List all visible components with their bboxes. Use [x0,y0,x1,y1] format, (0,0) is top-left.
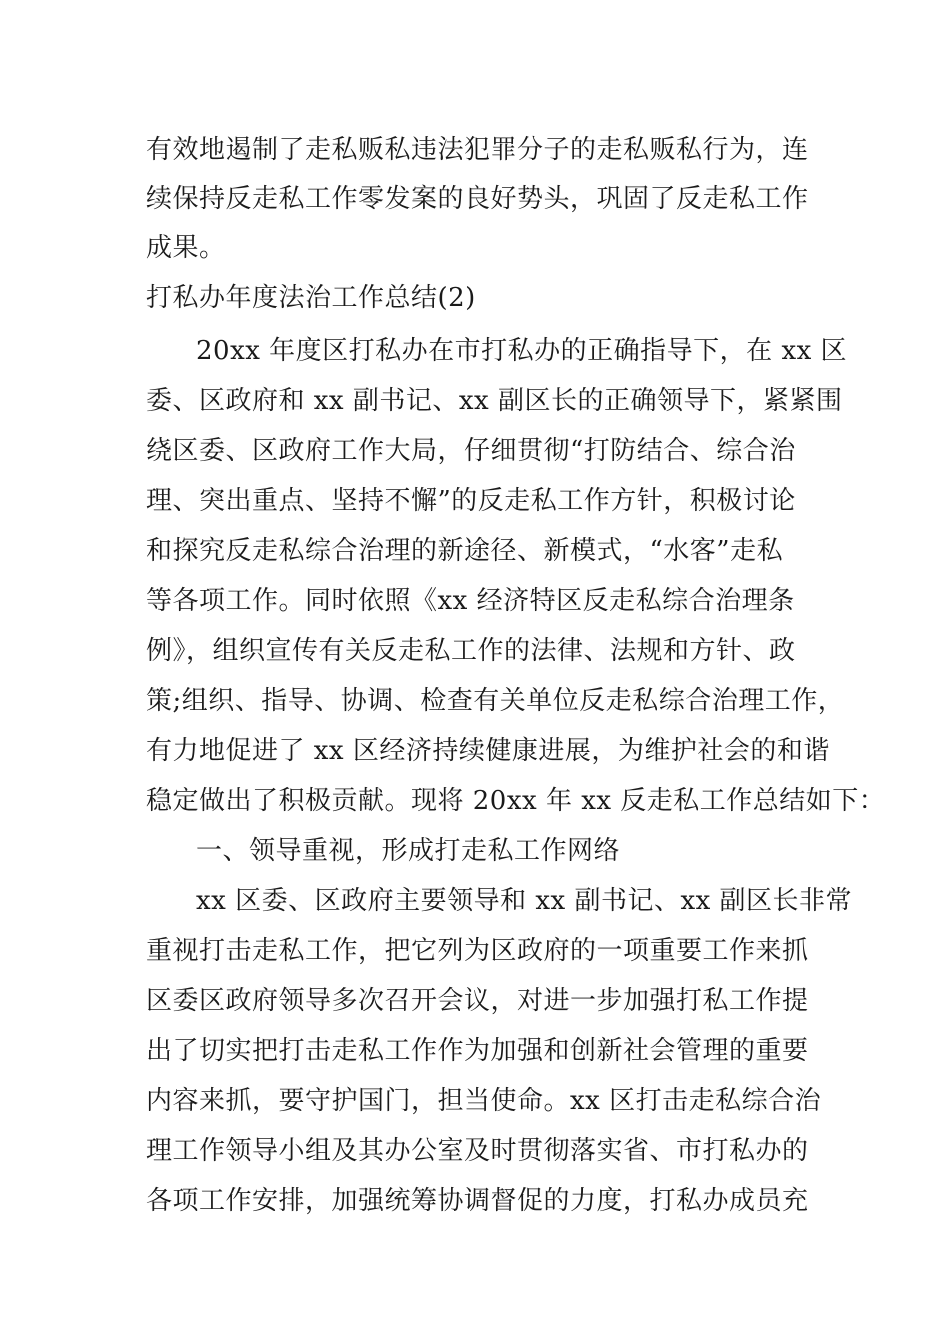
body-text-line: 出了切实把打击走私工作作为加强和创新社会管理的重要 [146,1036,809,1066]
body-text-line: xx 区委、区政府主要领导和 xx 副书记、xx 副区长非常 [196,886,853,916]
body-text-line: 重视打击走私工作，把它列为区政府的一项重要工作来抓 [146,936,809,966]
body-text-line: 和探究反走私综合治理的新途径、新模式，“水客”走私 [146,536,784,566]
body-text-line: 稳定做出了积极贡献。现将 20xx 年 xx 反走私工作总结如下： [146,786,886,816]
body-text-line: 委、区政府和 xx 副书记、xx 副区长的正确领导下，紧紧围 [146,386,843,416]
body-text-line: 例》，组织宣传有关反走私工作的法律、法规和方针、政 [146,636,796,666]
body-text-line: 成果。 [146,233,226,263]
body-text-line: 理工作领导小组及其办公室及时贯彻落实省、市打私办的 [146,1136,809,1166]
subsection-heading: 一、领导重视，形成打走私工作网络 [196,836,621,866]
body-text-line: 等各项工作。同时依照《xx 经济特区反走私综合治理条 [146,586,795,616]
body-text-line: 20xx 年度区打私办在市打私办的正确指导下，在 xx 区 [196,336,848,366]
body-text-line: 绕区委、区政府工作大局，仔细贯彻“打防结合、综合治 [146,436,796,466]
body-text-line: 内容来抓，要守护国门，担当使命。xx 区打击走私综合治 [146,1086,822,1116]
body-text-line: 各项工作安排，加强统筹协调督促的力度，打私办成员充 [146,1186,809,1216]
body-text-line: 策;组织、指导、协调、检查有关单位反走私综合治理工作， [146,686,845,716]
body-text-line: 理、突出重点、坚持不懈”的反走私工作方针，积极讨论 [146,486,796,516]
body-text-line: 有力地促进了 xx 区经济持续健康进展，为维护社会的和谐 [146,736,830,766]
body-text-line: 区委区政府领导多次召开会议，对进一步加强打私工作提 [146,986,809,1016]
body-text-line: 有效地遏制了走私贩私违法犯罪分子的走私贩私行为，连 [146,135,809,165]
section-heading: 打私办年度法治工作总结(2) [146,283,476,313]
body-text-line: 续保持反走私工作零发案的良好势头，巩固了反走私工作 [146,184,809,214]
